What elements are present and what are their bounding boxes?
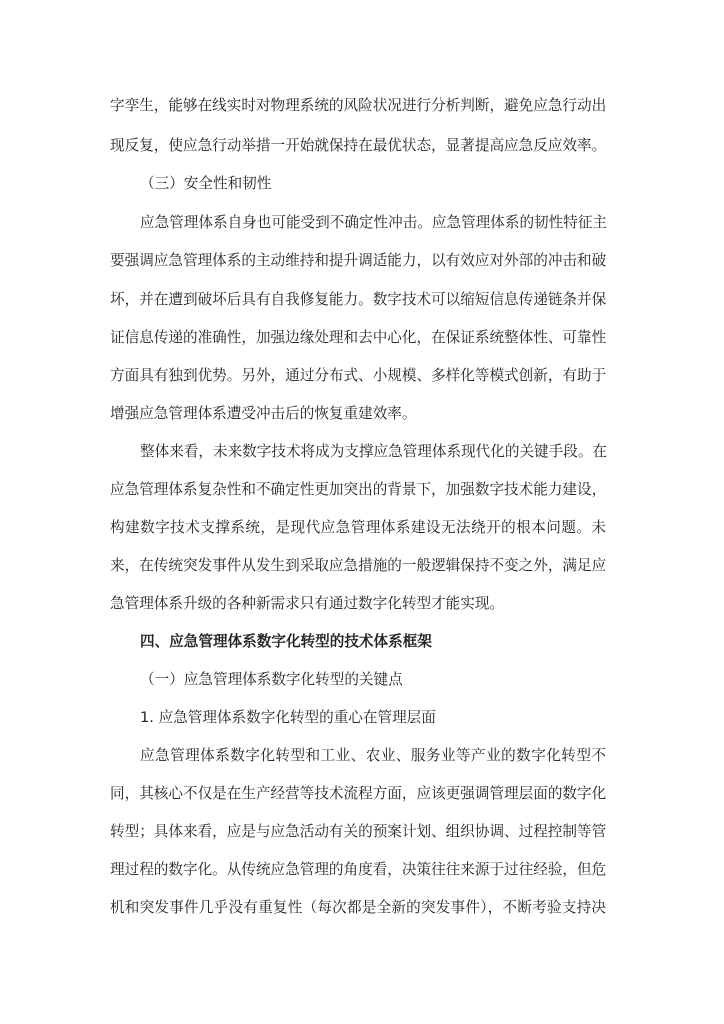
numbered-heading: 1. 应急管理体系数字化转型的重心在管理层面 <box>140 709 436 726</box>
body-text-line: 应急管理体系复杂性和不确定性更加突出的背景下，加强数字技术能力建设， <box>110 481 607 498</box>
section-heading: 四、应急管理体系数字化转型的技术体系框架 <box>140 633 432 650</box>
body-text-line: 要强调应急管理体系的主动维持和提升调适能力，以有效应对外部的冲击和破 <box>110 252 607 269</box>
body-text-line: 来，在传统突发事件从发生到采取应急措施的一般逻辑保持不变之外，满足应 <box>110 557 607 574</box>
paragraph-last-line: 急管理体系升级的各种新需求只有通过数字化转型才能实现。 <box>110 595 505 612</box>
body-text-line: 理过程的数字化。从传统应急管理的角度看，决策往往来源于过往经验，但危 <box>110 861 607 878</box>
body-text-line: 字孪生，能够在线实时对物理系统的风险状况进行分析判断，避免应急行动出 <box>110 97 607 114</box>
body-text-line: 现反复，使应急行动举措一开始就保持在最优状态，显著提高应急反应效率。 <box>110 137 607 154</box>
paragraph-first-line: 整体来看，未来数字技术将成为支撑应急管理体系现代化的关键手段。在 <box>140 443 608 460</box>
body-text-line: 坏，并在遭到破坏后具有自我修复能力。数字技术可以缩短信息传递链条并保 <box>110 291 607 308</box>
body-text-line: 同，其核心不仅是在生产经营等技术流程方面，应该更强调管理层面的数字化 <box>110 785 607 802</box>
body-text-line: 机和突发事件几乎没有重复性（每次都是全新的突发事件），不断考验支持决 <box>110 899 606 916</box>
body-text-line: 转型；具体来看，应是与应急活动有关的预案计划、组织协调、过程控制等管 <box>110 823 607 840</box>
paragraph-first-line: 应急管理体系自身也可能受到不确定性冲击。应急管理体系的韧性特征主 <box>140 214 608 231</box>
subsection-heading: （一）应急管理体系数字化转型的关键点 <box>140 671 403 688</box>
paragraph-last-line: 增强应急管理体系遭受冲击后的恢复重建效率。 <box>110 405 417 422</box>
subsection-heading: （三）安全性和韧性 <box>140 175 272 192</box>
paragraph-first-line: 应急管理体系数字化转型和工业、农业、服务业等产业的数字化转型不 <box>140 747 606 764</box>
body-text-line: 构建数字技术支撑系统，是现代应急管理体系建设无法绕开的根本问题。未 <box>110 519 606 536</box>
body-text-line: 证信息传递的准确性，加强边缘处理和去中心化，在保证系统整体性、可靠性 <box>110 329 607 346</box>
body-text-line: 方面具有独到优势。另外，通过分布式、小规模、多样化等模式创新，有助于 <box>110 367 607 384</box>
